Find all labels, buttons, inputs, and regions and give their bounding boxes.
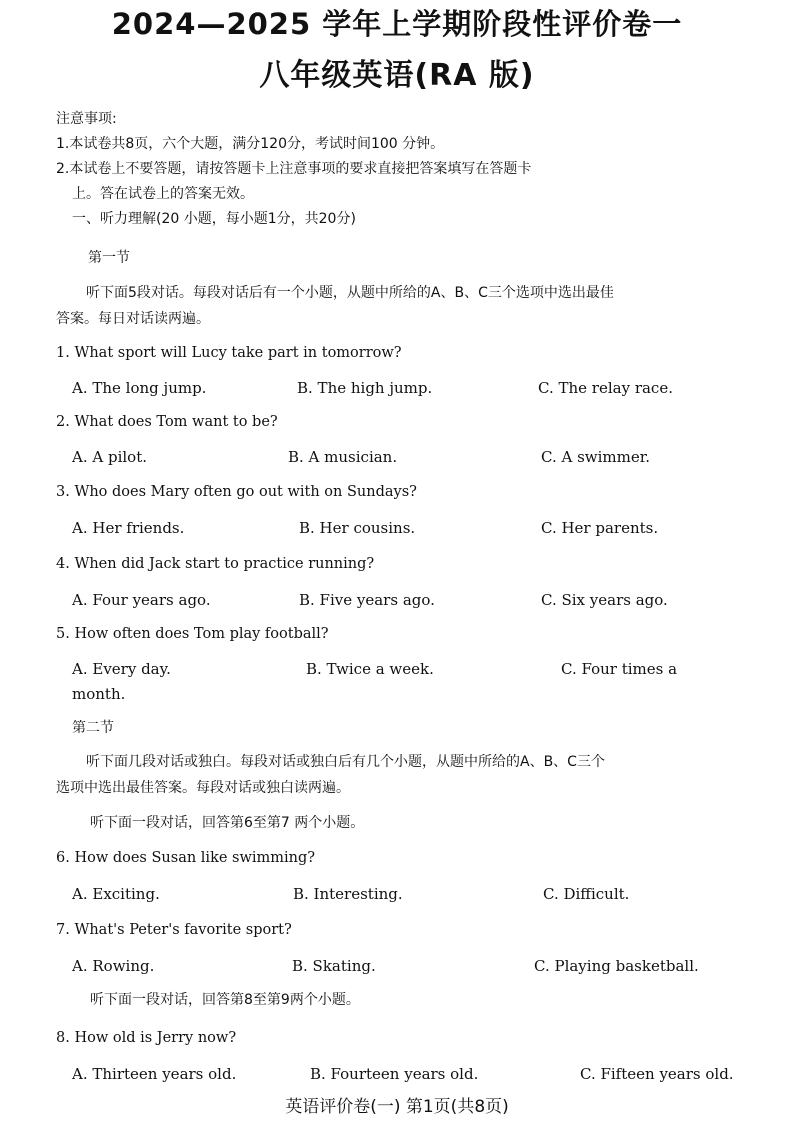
question-5-option-b: B. Twice a week. (306, 660, 434, 678)
question-4-option-b: B. Five years ago. (299, 591, 435, 609)
page-footer: 英语评价卷(一) 第1页(共8页) (285, 1097, 509, 1117)
question-8-option-a: A. Thirteen years old. (72, 1065, 237, 1083)
section2-sub-instruction-2: 听下面一段对话，回答第8至第9两个小题。 (90, 992, 360, 1008)
question-5: 5. How often does Tom play football? (56, 626, 329, 642)
question-4: 4. When did Jack start to practice running? (56, 556, 375, 572)
question-5-option-c: C. Four times a (561, 660, 678, 678)
question-6-option-a: A. Exciting. (72, 885, 160, 903)
question-8: 8. How old is Jerry now? (56, 1030, 237, 1046)
question-2-option-c: C. A swimmer. (541, 448, 651, 466)
question-1-option-a: A. The long jump. (72, 379, 207, 397)
question-6-option-c: C. Difficult. (543, 885, 630, 903)
question-6: 6. How does Susan like swimming? (56, 850, 316, 866)
notes-item-2-line1: 2.本试卷上不要答题，请按答题卡上注意事项的要求直接把答案填写在答题卡 (56, 161, 532, 177)
question-7-option-a: A. Rowing. (72, 957, 155, 975)
question-2: 2. What does Tom want to be? (56, 414, 278, 430)
question-4-option-c: C. Six years ago. (541, 591, 668, 609)
notes-item-1: 1.本试卷共8页，六个大题，满分120分，考试时间100 分钟。 (56, 136, 445, 152)
question-3: 3. Who does Mary often go out with on Sundays? (56, 484, 417, 500)
question-5-option-c-continued: month. (72, 685, 126, 703)
question-3-option-b: B. Her cousins. (299, 519, 416, 537)
question-7: 7. What's Peter's favorite sport? (56, 922, 292, 938)
question-8-option-c: C. Fifteen years old. (580, 1065, 734, 1083)
question-6-option-b: B. Interesting. (293, 885, 403, 903)
question-7-option-c: C. Playing basketball. (534, 957, 699, 975)
notes-heading: 注意事项: (56, 111, 117, 127)
section1-instruction-line2: 答案。每日对话读两遍。 (56, 311, 210, 327)
section1-label: 第一节 (88, 250, 130, 266)
question-3-option-c: C. Her parents. (541, 519, 659, 537)
section1-instruction-line1: 听下面5段对话。每段对话后有一个小题，从题中所给的A、B、C三个选项中选出最佳 (86, 285, 614, 301)
question-5-option-a: A. Every day. (72, 660, 171, 678)
section2-instruction-line1: 听下面几段对话或独白。每段对话或独白后有几个小题，从题中所给的A、B、C三个 (86, 754, 605, 770)
question-2-option-a: A. A pilot. (72, 448, 147, 466)
exam-title-line2: 八年级英语(RA 版) (259, 58, 535, 93)
part1-heading: 一、听力理解(20 小题，每小题1分，共20分) (72, 211, 356, 227)
question-8-option-b: B. Fourteen years old. (310, 1065, 479, 1083)
question-4-option-a: A. Four years ago. (72, 591, 211, 609)
question-1-option-c: C. The relay race. (538, 379, 673, 397)
section2-sub-instruction-1: 听下面一段对话，回答第6至第7 两个小题。 (90, 815, 365, 831)
notes-item-2-line2: 上。答在试卷上的答案无效。 (72, 186, 254, 202)
question-3-option-a: A. Her friends. (72, 519, 185, 537)
exam-title-line1: 2024—2025 学年上学期阶段性评价卷一 (111, 7, 683, 41)
section2-label: 第二节 (72, 720, 114, 736)
question-7-option-b: B. Skating. (292, 957, 376, 975)
question-1: 1. What sport will Lucy take part in tomorrow? (56, 345, 402, 361)
question-1-option-b: B. The high jump. (297, 379, 433, 397)
question-2-option-b: B. A musician. (288, 448, 398, 466)
section2-instruction-line2: 选项中选出最佳答案。每段对话或独白读两遍。 (56, 780, 350, 796)
